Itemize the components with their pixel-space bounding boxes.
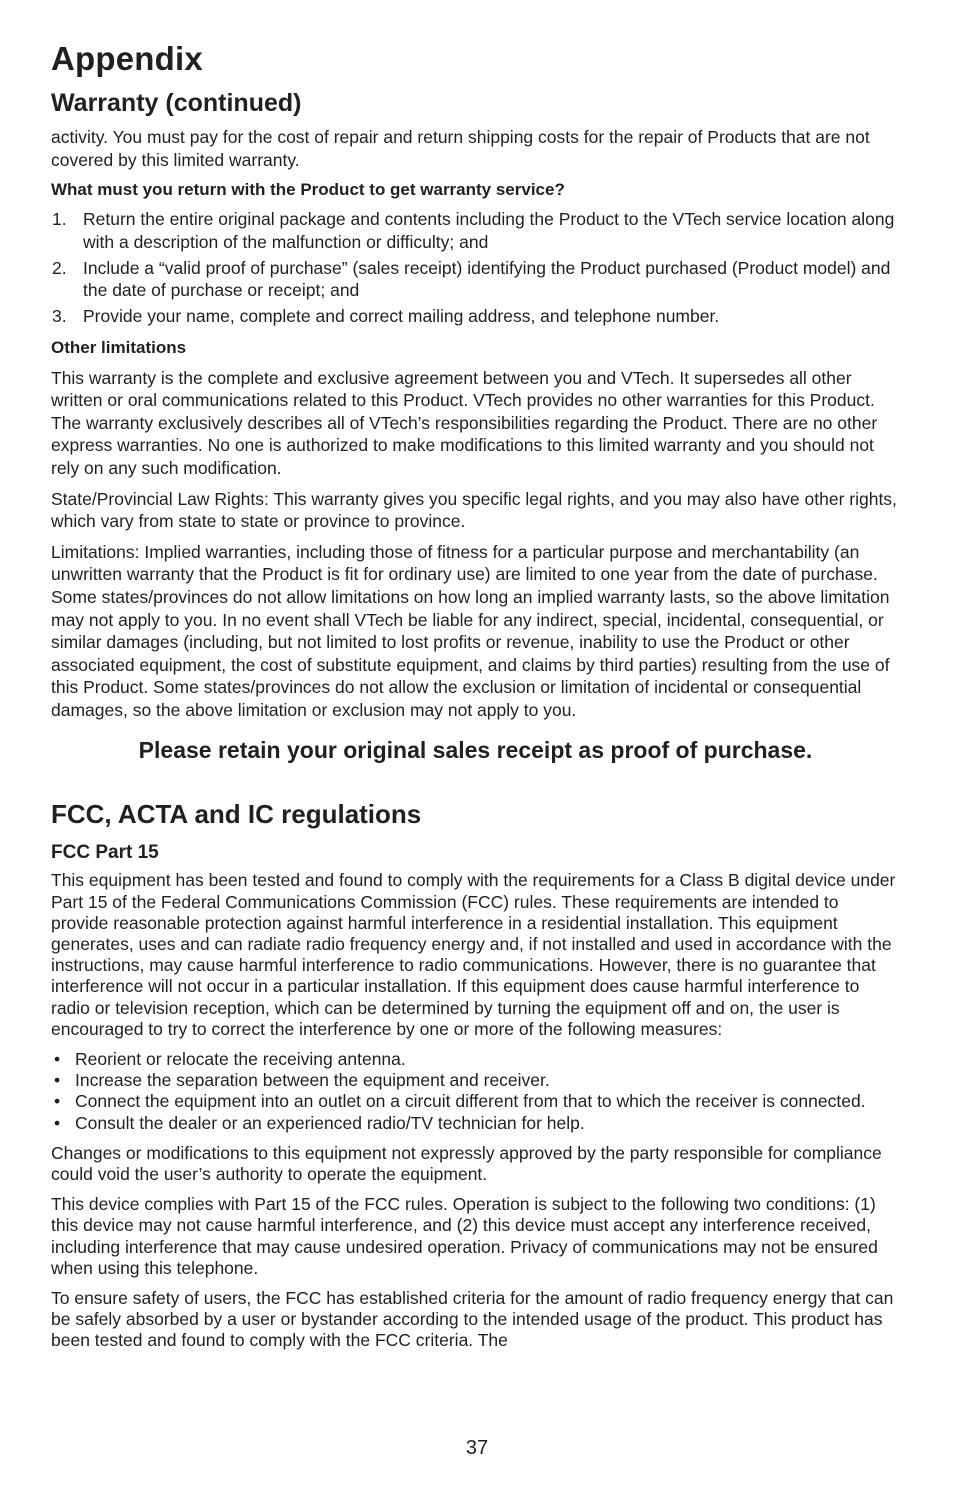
page-title: Appendix (51, 40, 203, 77)
list-item-text: Return the entire original package and contents including the Product to the VTech service location along with a description of the malfunction or difficulty; and (83, 209, 895, 252)
list-item (51, 257, 900, 302)
bullet-icon: • (54, 1048, 61, 1069)
list-item-text: Connect the equipment into an outlet on a circuit different from that to which the receiver is connected. (75, 1091, 866, 1112)
list-item-text: Consult the dealer or an experienced radio/TV technician for help. (75, 1112, 585, 1133)
list-item-text: Provide your name, complete and correct mailing address, and telephone number. (83, 305, 720, 326)
bullet-icon: • (54, 1112, 61, 1133)
compliance-paragraph: This device complies with Part 15 of the FCC rules. Operation is subject to the following two conditions: (1) this device may not cause harmful interference, and (2) this device must accept any interference received, including interference that may cause undesired operation. Privacy of communications may not be ensured when using this telephone. (51, 1194, 878, 1278)
warranty-intro: activity. You must pay for the cost of repair and return shipping costs for the repair of Products that are not covered by this limited warranty. (51, 126, 870, 170)
rf-safety-paragraph: To ensure safety of users, the FCC has established criteria for the amount of radio frequency energy that can be safely absorbed by a user or bystander according to the intended usage of the product. This product has been tested and found to comply with the FCC criteria. The (51, 1287, 894, 1351)
list-item-text: Include a “valid proof of purchase” (sales receipt) identifying the Product purchased (Product model) and the date of purchase or receipt; and (83, 257, 891, 301)
list-item (51, 1113, 900, 1134)
other-limitations-heading: Other limitations (51, 338, 187, 358)
bullet-icon: • (54, 1070, 61, 1091)
bullet-icon: • (54, 1091, 61, 1112)
list-number: 2. (52, 257, 67, 278)
measures-list (51, 1049, 900, 1134)
page-number: 37 (465, 1437, 489, 1459)
warranty-heading: Warranty (continued) (51, 88, 302, 117)
warranty-section (51, 88, 900, 765)
law-rights-paragraph: State/Provincial Law Rights: This warranty gives you specific legal rights, and you may also have other rights, which vary from state to state or province to province. (51, 488, 897, 532)
list-item (51, 208, 900, 253)
list-number: 1. (52, 209, 67, 230)
return-list (51, 208, 900, 327)
fcc-part15-heading: FCC Part 15 (51, 841, 159, 863)
fcc-part15-intro: This equipment has been tested and found to comply with the requirements for a Class B digital device under Part 15 of the Federal Communications Commission (FCC) rules. These requirements are intended to provide reasonable protection against harmful interference in a residential installation. This equipment generates, uses and can radiate radio frequency energy and, if not installed and used in accordance with the instructions, may cause harmful interference to radio communications. However, there is no guarantee that interference will not occur in a particular installation. If this equipment does cause harmful interference to radio or television reception, which can be determined by turning the equipment off and on, the user is encouraged to try to correct the interference by one or more of the following measures: (51, 870, 896, 1039)
list-item (51, 1070, 900, 1091)
list-item-text: Increase the separation between the equipment and receiver. (75, 1070, 550, 1091)
limitations-paragraph: Limitations: Implied warranties, including those of fitness for a particular purpose and merchantability (an unwritten warranty that the Product is fit for ordinary use) are limited to one year from the date of purchase. Some states/provinces do not allow limitations on how long an implied warranty lasts, so the above limitation may not apply to you. In no event shall VTech be liable for any indirect, special, incidental, consequential, or similar damages (including, but not limited to lost profits or revenue, inability to use the Product or other associated equipment, the cost of substitute equipment, and claims by third parties) resulting from the use of this Product. Some states/provinces do not allow the exclusion or limitation of incidental or consequential damages, so the above limitation or exclusion may not apply to you. (51, 541, 890, 720)
fcc-heading: FCC, ACTA and IC regulations (51, 799, 422, 830)
fcc-section (51, 799, 900, 1351)
list-item (51, 305, 900, 328)
list-number: 3. (52, 305, 67, 326)
retain-receipt-notice: Please retain your original sales receipt as proof of purchase. (138, 736, 813, 763)
list-item-text: Reorient or relocate the receiving antenna. (75, 1048, 406, 1069)
modifications-paragraph: Changes or modifications to this equipment not expressly approved by the party responsible for compliance could void the user’s authority to operate the equipment. (51, 1142, 882, 1184)
exclusive-agreement-paragraph: This warranty is the complete and exclusive agreement between you and VTech. It supersedes all other written or oral communications related to this Product. VTech provides no other warranties for this Product. The warranty exclusively describes all of VTech’s responsibilities regarding the Product. There are no other express warranties. No one is authorized to make modifications to this limited warranty and you should not rely on any such modification. (51, 367, 878, 478)
list-item (51, 1091, 900, 1112)
list-item (51, 1049, 900, 1070)
return-question: What must you return with the Product to get warranty service? (51, 180, 565, 200)
